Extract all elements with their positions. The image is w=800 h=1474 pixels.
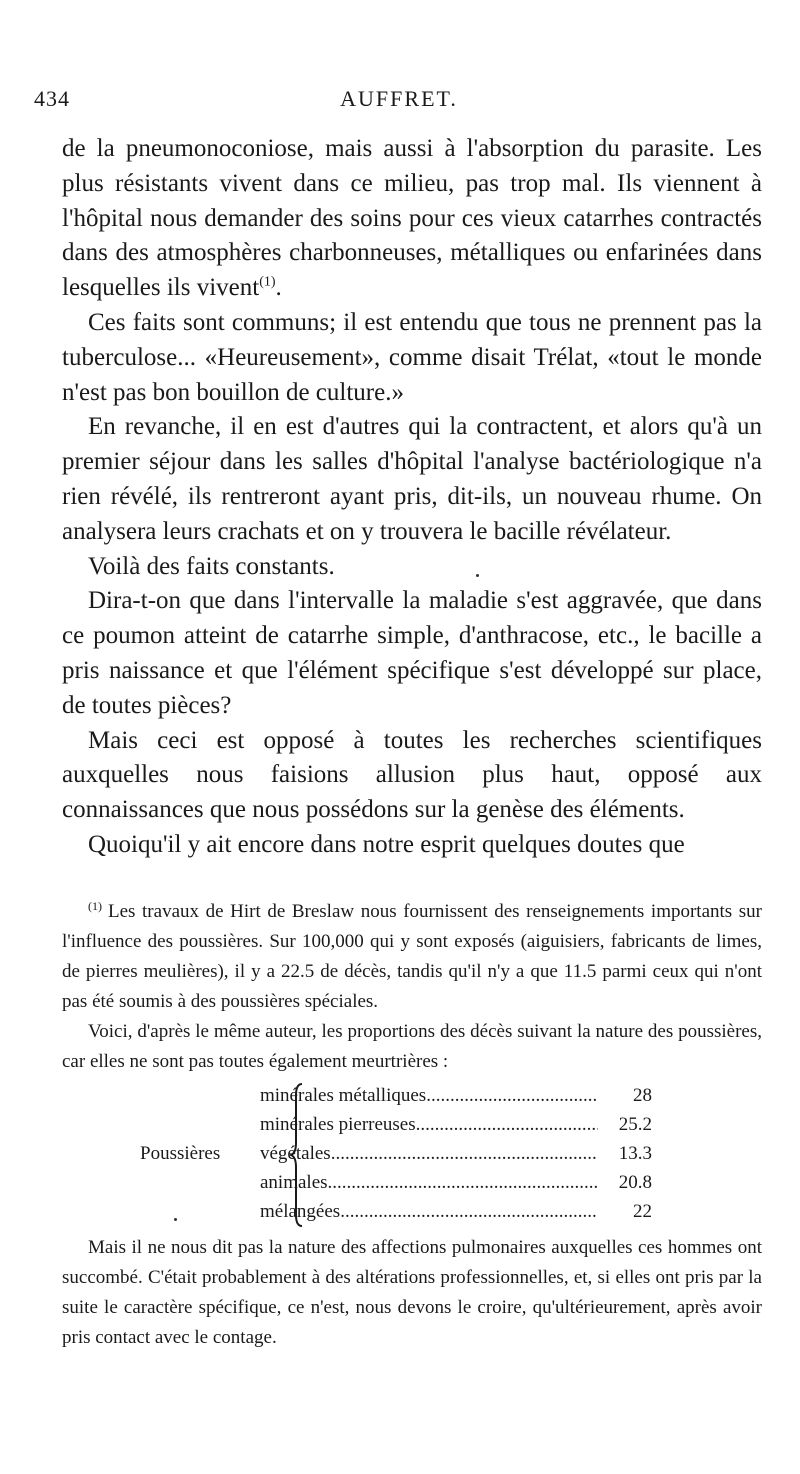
page-number: 434 [34,86,70,111]
row-name: minérales pierreuses [260,1114,416,1135]
table-row [260,1197,652,1223]
ink-speck [476,574,479,577]
row-value: 22 [633,1201,652,1222]
paragraph [62,132,762,306]
dot-leader [426,1081,598,1107]
row-value: 20.8 [618,1172,652,1193]
paragraph-text: de la pneumonoconiose, mais aussi à l'absorption du parasite. Les plus résistants vivent dans ce milieu, pas trop mal. Ils viennent à l'hôpital nous demander des soins pour ces vieux catarrhes contractés dans des atmosphères charbonneuses, métalliques ou enfarinées dans lesquelles ils vivent [62,135,762,302]
footnote-text: Les travaux de Hirt de Breslaw nous fournissent des renseignements importants sur l'influence des poussières. Sur 100,000 qui y sont exposés (aiguisiers, fabricants de limes, de pierres meulières), il y a 22.5 de décès, tandis qu'il n'y a que 11.5 parmi ceux qui n'ont pas été soumis à des poussières spéciales. [62,901,762,1012]
paragraph: En revanche, il en est d'autres qui la contractent, et alors qu'à un premier séjour dans les salles d'hôpital l'analyse bactériologique n'a rien révélé, ils rentreront ayant pris, dit-ils, un nouveau rhume. On analysera leurs crachats et on y trouvera le bacille révélateur. [62,413,762,545]
table-label: Poussières [140,1143,221,1164]
row-name: animales [260,1172,328,1193]
dot-leader [340,1197,598,1223]
mortality-table [62,1079,762,1229]
dot-leader [416,1110,598,1136]
ink-speck [174,1218,177,1221]
paragraph: Voilà des faits constants. [88,552,335,580]
row-value: 25.2 [618,1114,652,1135]
dot-leader [328,1168,598,1194]
row-name: végétales [260,1143,331,1164]
row-name: mélangées [260,1201,341,1222]
table-row [260,1168,652,1194]
table-row [260,1139,652,1165]
paragraph: Mais ceci est opposé à toutes les recherches scientifiques auxquelles nous faisions allusion plus haut, opposé aux connaissances que nous possédons sur la genèse des éléments. [62,726,762,824]
table-row [260,1081,652,1107]
footnote-reference[interactable]: (1) [259,274,276,290]
paragraph: Quoiqu'il y ait encore dans notre esprit quelques doutes que [88,830,685,858]
paragraph: Ces faits sont communs; il est entendu que tous ne prennent pas la tuberculose... «Heureusement», comme disait Trélat, «tout le monde n'est pas bon bouillon de culture.» [62,308,762,406]
row-value: 13.3 [618,1143,652,1164]
dot-leader [331,1139,598,1165]
row-name: minérales métalliques [260,1085,427,1106]
footnote [62,897,762,1353]
footnote-paragraph: Voici, d'après le même auteur, les proportions des décès suivant la nature des poussières, car elles ne sont pas toutes également meurtrières : [62,1021,762,1072]
row-value: 28 [633,1085,652,1106]
footnote-paragraph: Mais il ne nous dit pas la nature des affections pulmonaires auxquelles ces hommes ont succombé. C'était probablement à des altérations professionnelles, et, si elles ont pris par la suite le caractère spécifique, ce n'est, nous devons le croire, qu'ultérieurement, après avoir pris contact avec le contage. [62,1237,762,1348]
footnote-mark: (1) [88,898,102,913]
page-header [34,86,764,120]
table-row [260,1110,652,1136]
paragraph-text: . [275,274,282,302]
main-text [62,132,762,863]
paragraph: Dira-t-on que dans l'intervalle la maladie s'est aggravée, que dans ce poumon atteint de catarrhe simple, d'anthracose, etc., le bacille a pris naissance et que l'élément spécifique s'est développé sur place, de toutes pièces? [62,587,762,719]
running-head: AUFFRET. [340,86,458,111]
footnote-paragraph [62,897,762,1017]
